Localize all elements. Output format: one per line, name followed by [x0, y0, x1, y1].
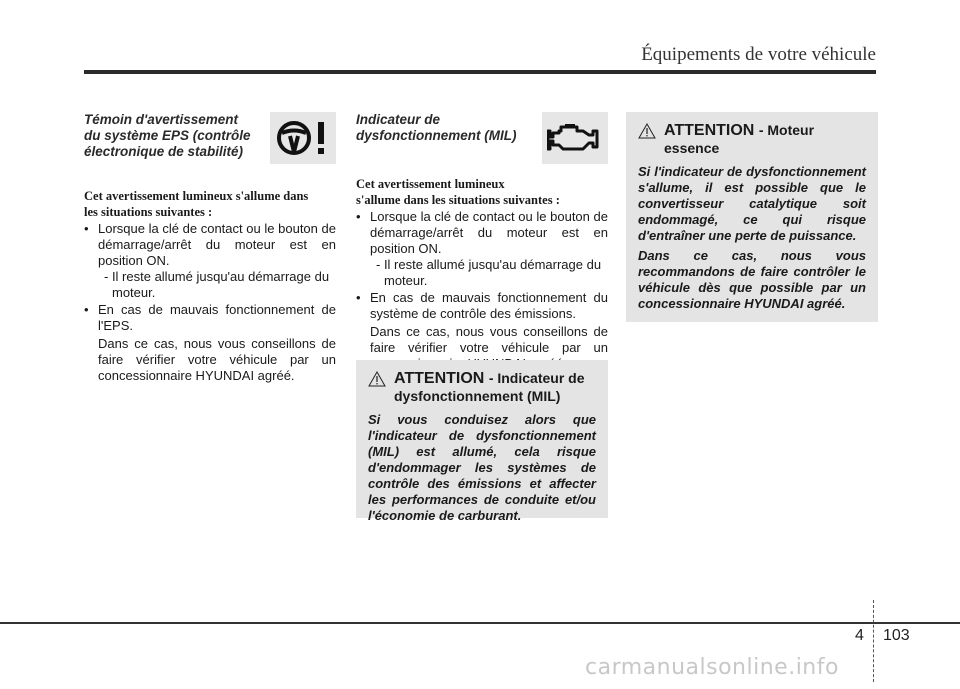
list-item: • Lorsque la clé de contact ou le bouton de démarrage/arrêt du moteur est en position ON. [84, 221, 336, 269]
mil-title: Indicateur de dysfonctionnement (MIL) [356, 112, 517, 143]
warning-box-engine [626, 112, 878, 322]
mil-bullets [356, 209, 608, 257]
page-header-title: Équipements de votre véhicule [641, 44, 876, 65]
steering-warning-icon [270, 112, 336, 164]
footer-divider [873, 600, 874, 682]
warning-word: ATTENTION [394, 370, 485, 387]
eps-bullets [84, 221, 336, 269]
eps-bullet2-cont: Dans ce cas, nous vous conseillons de faire vérifier votre véhicule par un concessionnaire HYUNDAI agréé. [98, 336, 336, 383]
eps-bullets-2 [84, 302, 336, 334]
page-number: 103 [883, 627, 910, 644]
chapter-number: 4 [855, 627, 864, 644]
eps-title: Témoin d'avertissement du système EPS (contrôle électronique de stabilité) [84, 112, 251, 159]
footer-rule [0, 622, 960, 624]
warning-triangle-icon [368, 371, 386, 387]
warning-body: Si vous conduisez alors que l'indicateur de dysfonctionnement (MIL) est allumé, cela risque d'endommager les systèmes de contrôle des émissions et affecter les performances de conduite et/ou l'économie de carburant. [368, 412, 596, 523]
mil-bullet2-cont: Dans ce cas, nous vous conseillons de faire vérifier votre véhicule par un [370, 324, 608, 355]
mil-bullets-2 [356, 290, 608, 322]
warning-word: ATTENTION [664, 122, 755, 139]
list-item: • Lorsque la clé de contact ou le bouton de démarrage/arrêt du moteur est en position ON. [356, 209, 608, 257]
watermark: carmanualsonline.info [585, 655, 839, 680]
mil-bullet1-sub: - Il reste allumé jusqu'au démarrage du moteur. [376, 257, 602, 288]
warning-box-mil [356, 360, 608, 523]
eps-section [84, 112, 336, 384]
warning-body: Si l'indicateur de dysfonctionnement s'allume, il est possible que le convertisseur catalytique soit endommagé, ce qui risque d'entraîner une perte de puissance. Dans ce cas, nous vous recommandons de faire contrôler le véhicule dès que possible par un concessionnaire HYUNDAI agréé. [638, 164, 866, 311]
warning-header [638, 122, 866, 158]
warning-subtitle: - Indicateur de dysfonctionnement (MIL) [394, 370, 585, 404]
eps-intro: Cet avertissement lumineux s'allume dans les situations suivantes : [84, 189, 309, 219]
eps-bullet1-sub: - Il reste allumé jusqu'au démarrage du moteur. [104, 269, 330, 300]
warning-subtitle: - Moteur essence [664, 122, 815, 156]
header-rule [84, 70, 876, 74]
warning-header [368, 370, 596, 406]
warning-triangle-icon [638, 123, 656, 139]
check-engine-icon [542, 112, 608, 164]
mil-section [356, 112, 608, 372]
list-item: • En cas de mauvais fonctionnement du système de contrôle des émissions. [356, 290, 608, 322]
list-item: • En cas de mauvais fonctionnement de l'EPS. [84, 302, 336, 334]
mil-intro: Cet avertissement lumineux s'allume dans les situations suivantes : [356, 177, 560, 207]
